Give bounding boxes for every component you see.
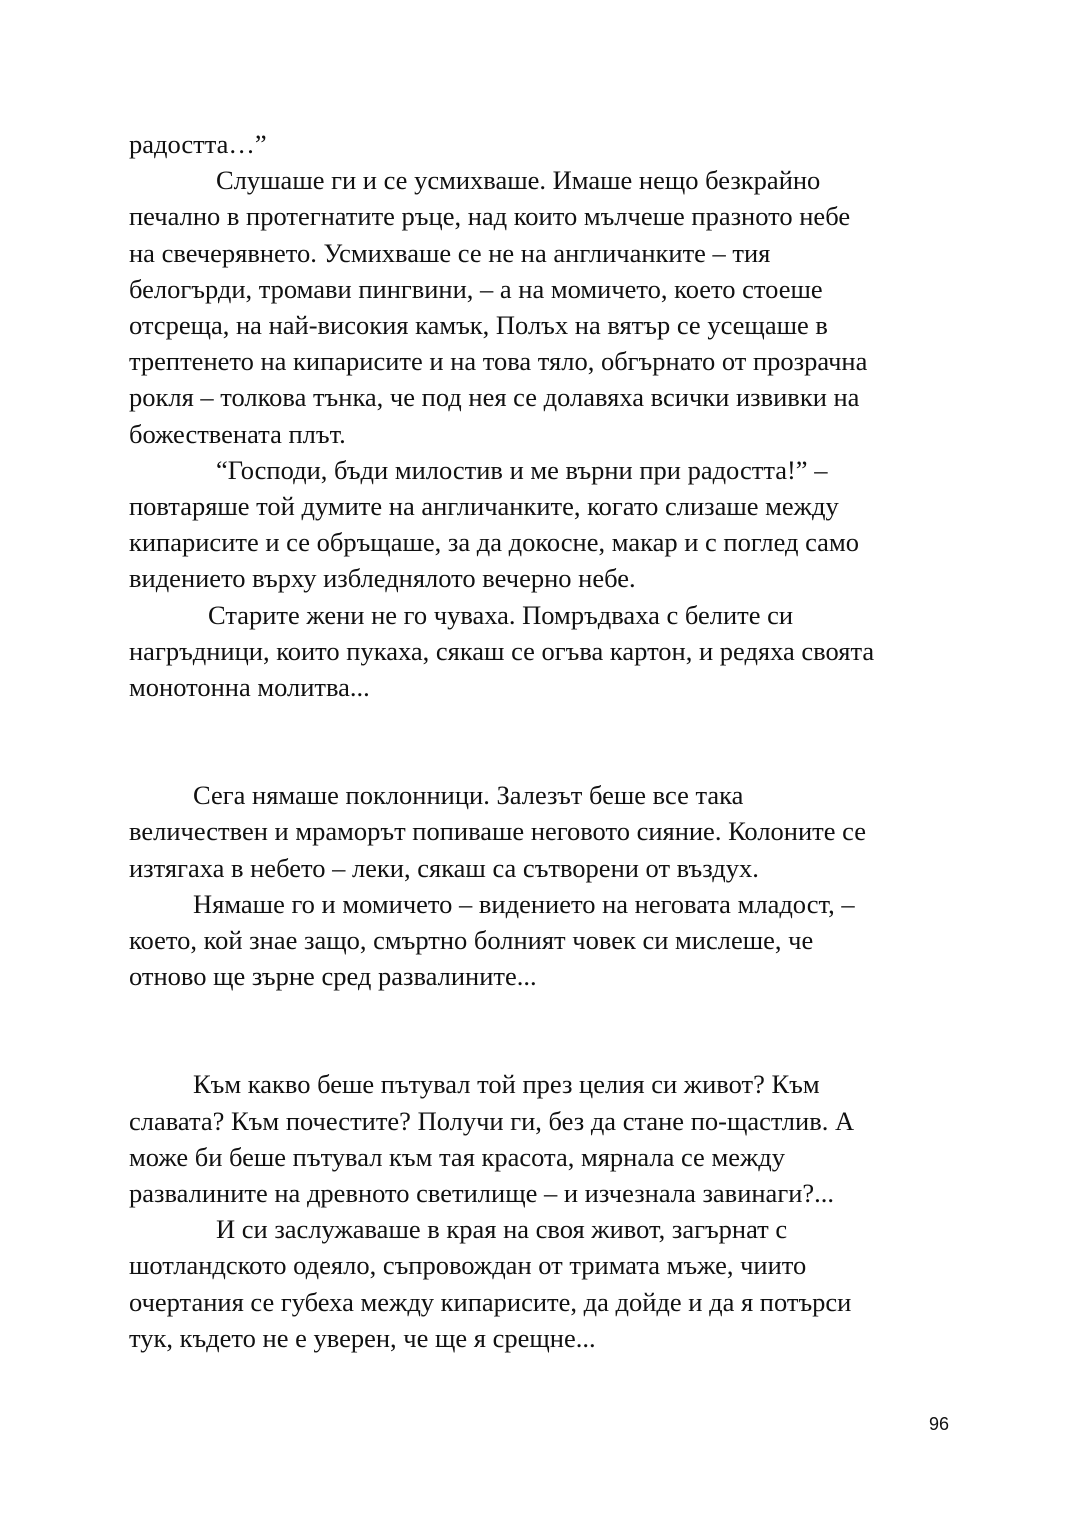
- paragraph-3: [129, 452, 959, 597]
- text-line: видението върху избледнялото вечерно небе.: [129, 563, 636, 594]
- text-line: отново ще зърне сред развалините...: [129, 961, 537, 992]
- paragraph-2: [129, 162, 959, 452]
- section-break: [129, 705, 959, 777]
- text-line: нагръдници, които пукаха, сякаш се огъва картон, и редяха своята: [129, 635, 875, 666]
- text-line: кипарисите и се обръщаше, за да докосне, макар и с поглед само: [129, 527, 859, 558]
- text-line: величествен и мраморът попиваше неговото сияние. Колоните се: [129, 816, 866, 847]
- text-line: шотландското одеяло, съпровождан от тримата мъже, чиито: [129, 1250, 807, 1281]
- text-line: Към какво беше пътувал той през целия си живот? Към: [193, 1069, 820, 1100]
- text-line: очертания се губеха между кипарисите, да дойде и да я потърси: [129, 1286, 852, 1317]
- text-line: Старите жени не го чуваха. Помръдваха с белите си: [208, 599, 794, 630]
- text-line: на свечерявнето. Усмихваше се не на англичанките – тия: [129, 237, 771, 268]
- text-line: И си заслужаваше в края на своя живот, загърнат с: [216, 1214, 788, 1245]
- text-line: което, кой знае защо, смъртно болният човек си мислеше, че: [129, 925, 814, 956]
- paragraph-1: [129, 126, 959, 162]
- text-line: Слушаше ги и се усмихваше. Имаше нещо безкрайно: [216, 165, 821, 196]
- text-line: Нямаше го и момичето – видението на неговата младост, –: [193, 888, 855, 919]
- text-line: белогърди, тромави пингвини, – а на момичето, което стоеше: [129, 273, 823, 304]
- text-line: може би беше пътувал към тая красота, мярнала се между: [129, 1141, 786, 1172]
- text-line: “Господи, бъди милостив и ме върни при радостта!” –: [216, 454, 828, 485]
- text-line: повтаряше той думите на англичанките, когато слизаше между: [129, 491, 839, 522]
- text-line: изтягаха в небето – леки, сякаш са сътворени от въздух.: [129, 852, 759, 883]
- text-line: монотонна молитва...: [129, 672, 370, 703]
- text-line: отсреща, на най-високия камък, Полъх на вятър се усещаше в: [129, 310, 828, 341]
- paragraph-7: [129, 1066, 959, 1211]
- paragraph-4: [129, 597, 959, 706]
- paragraph-8: [129, 1211, 959, 1356]
- text-line: тук, където не е уверен, че ще я срещне...: [129, 1322, 596, 1353]
- paragraph-6: [129, 886, 959, 995]
- text-line: божествената плът.: [129, 418, 346, 449]
- page-body: [129, 126, 959, 1356]
- text-line: трептенето на кипарисите и на това тяло, обгърнато от прозрачна: [129, 346, 868, 377]
- text-line: рокля – толкова тънка, че под нея се долавяха всички извивки на: [129, 382, 860, 413]
- paragraph-5: [129, 777, 959, 886]
- text-line: радостта…”: [129, 129, 267, 159]
- text-line: печално в протегнатите ръце, над които мълчеше празното небе: [129, 201, 851, 232]
- text-line: развалините на древното светилище – и изчезнала завинаги?...: [129, 1178, 835, 1209]
- page-number: 96: [929, 1414, 950, 1434]
- section-break: [129, 994, 959, 1066]
- text-line: Сега нямаше поклонници. Залезът беше все така: [193, 780, 744, 811]
- text-line: славата? Към почестите? Получи ги, без да стане по-щастлив. А: [129, 1105, 855, 1136]
